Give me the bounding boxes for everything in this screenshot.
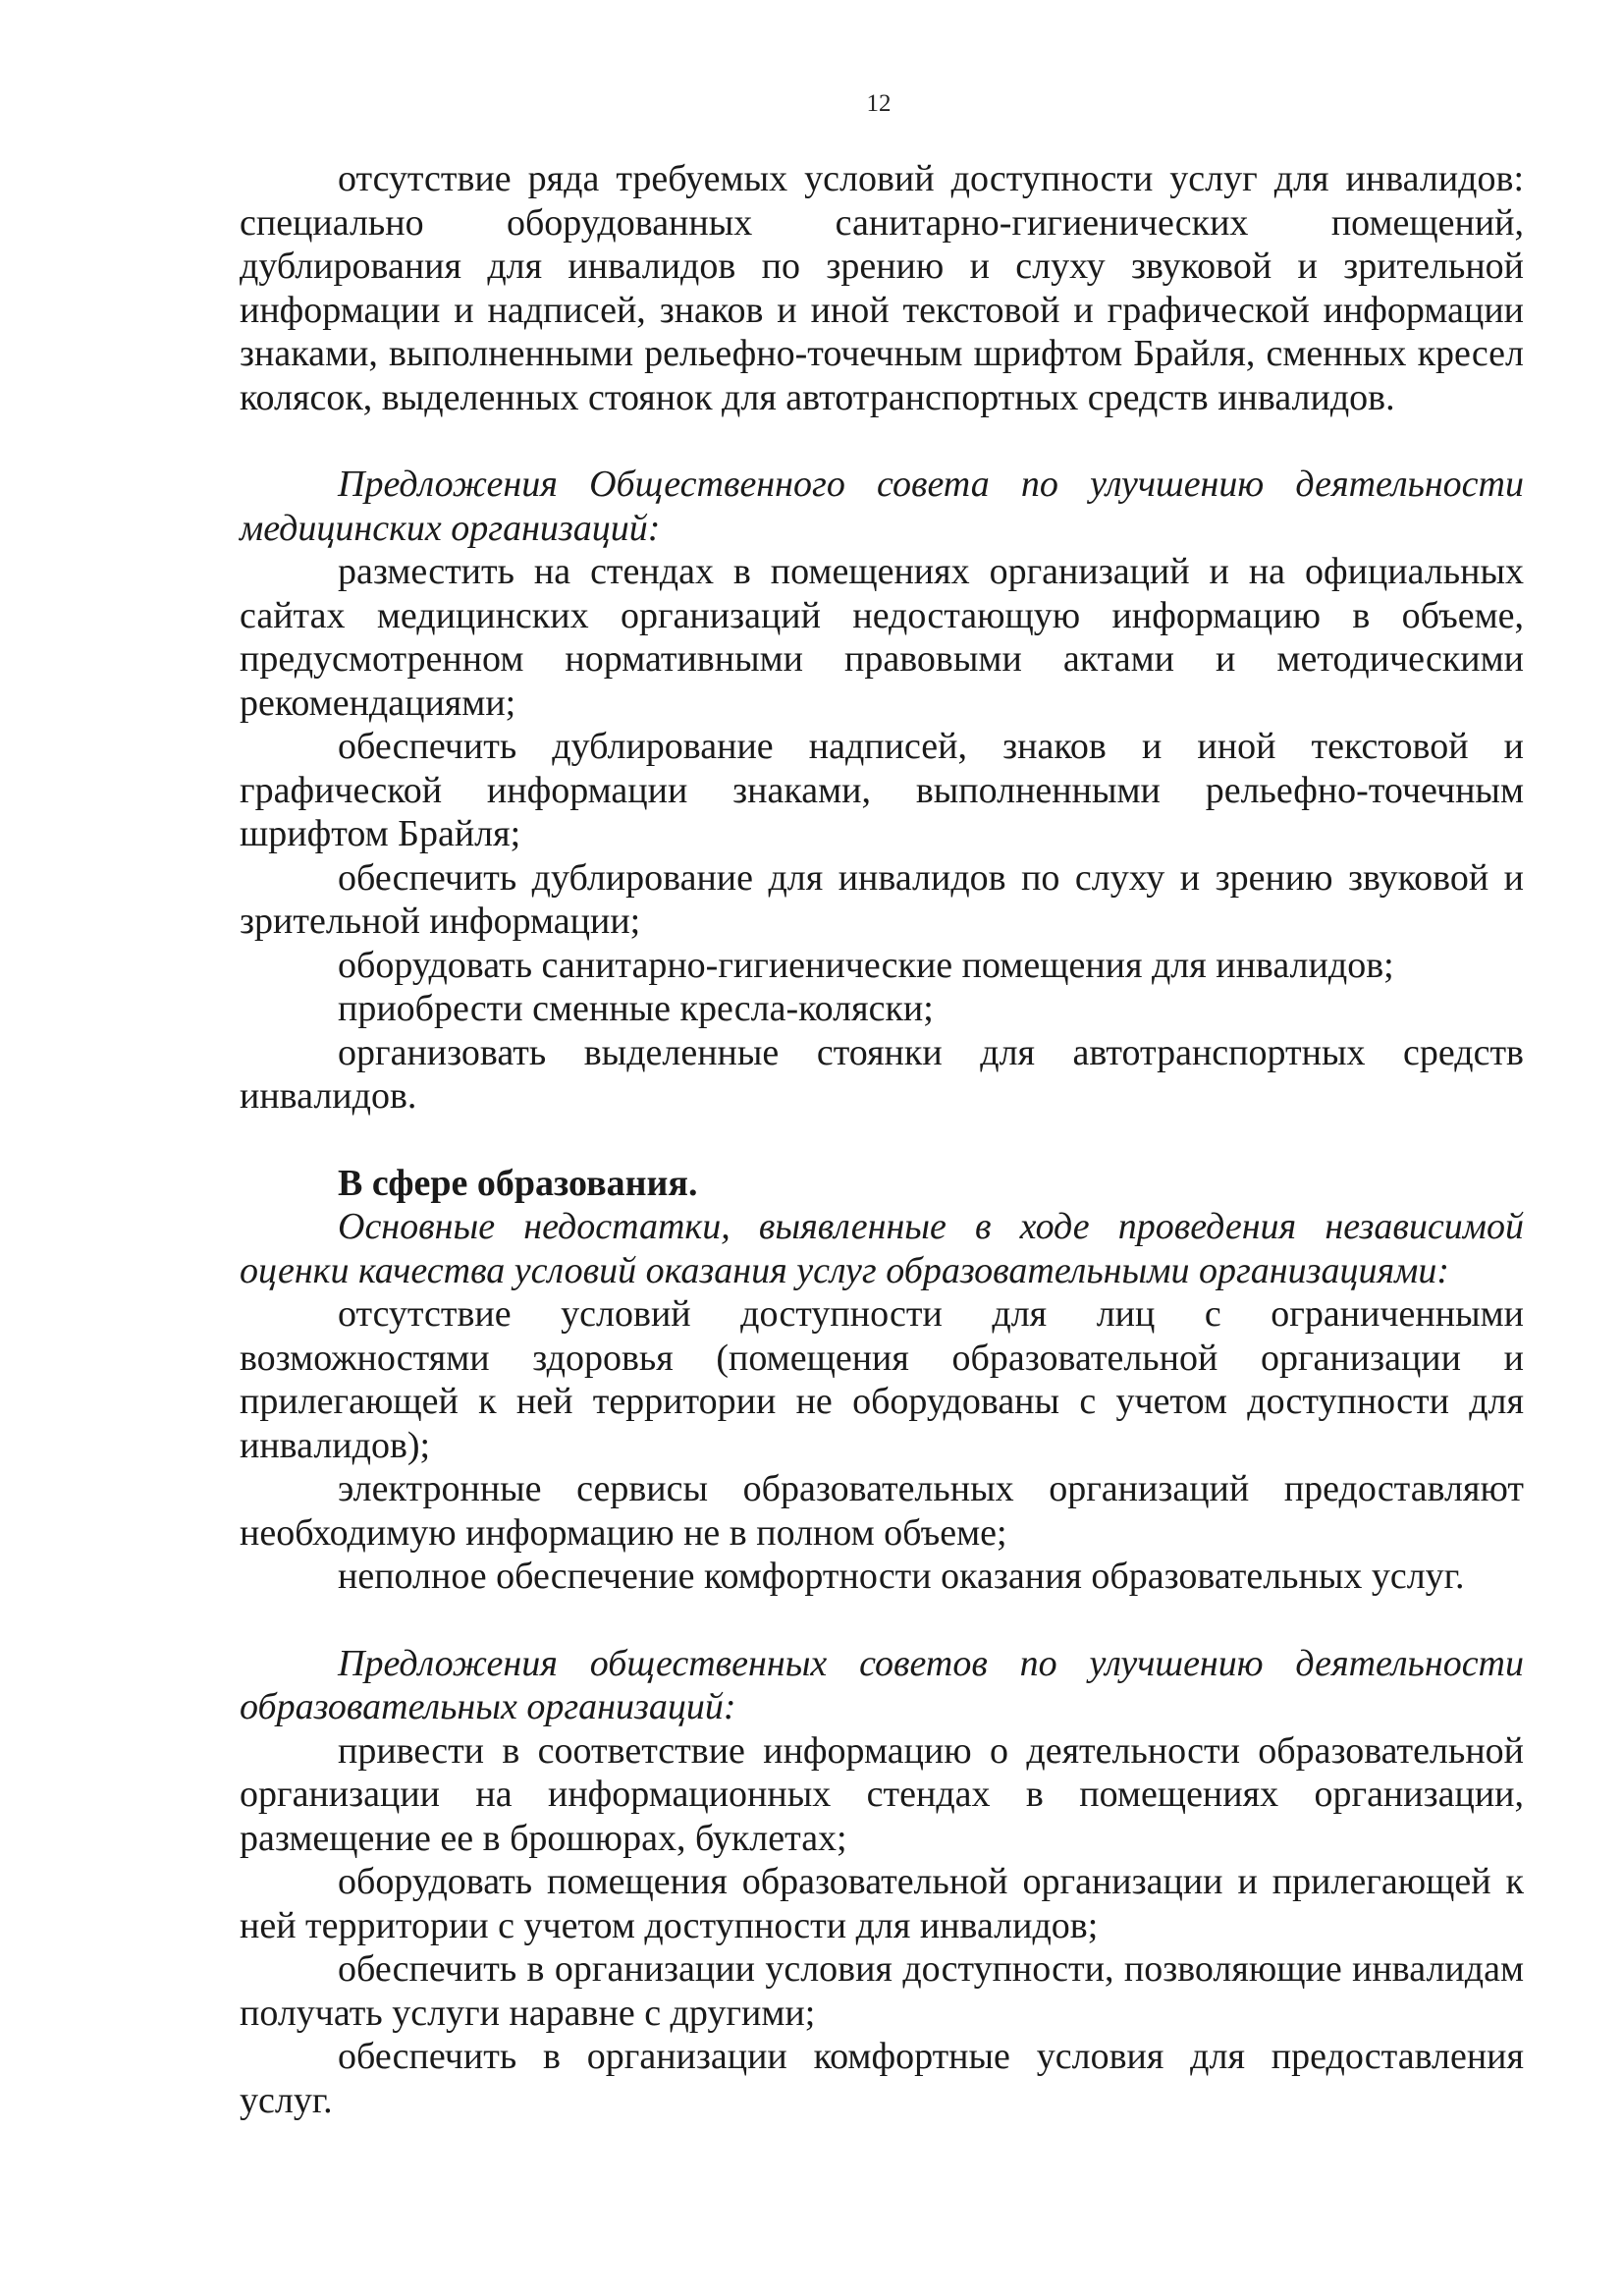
education-proposal-item: обеспечить в организации условия доступности, позволяющие инвалидам получать услуги наравне с другими; bbox=[240, 1948, 1524, 2034]
spacer bbox=[240, 1599, 1524, 1642]
spacer bbox=[240, 1119, 1524, 1162]
education-section-title: В сфере образования. bbox=[338, 1162, 698, 1204]
health-proposal-item: обеспечить дублирование для инвалидов по слуху и зрению звуковой и зрительной информации; bbox=[240, 856, 1524, 942]
education-shortcoming-item: отсутствие условий доступности для лиц с ограниченными возможностями здоровья (помещения образовательной организации и прилегающей к ней территории не оборудованы с учетом доступности для инвалидов); bbox=[240, 1293, 1524, 1466]
paragraph-health-shortcoming: отсутствие ряда требуемых условий доступности услуг для инвалидов: специально оборудованных санитарно-гигиенических помещений, дублирования для инвалидов по зрению и слуху звуковой и зрительной информации и надписей, знаков и иной текстовой и графической информации знаками, выполненными рельефно-точечным шрифтом Брайля, сменных кресел колясок, выделенных стоянок для автотранспортных средств инвалидов. bbox=[240, 158, 1524, 418]
page-content bbox=[240, 157, 1524, 2122]
education-shortcoming-item: электронные сервисы образовательных организаций предоставляют необходимую информацию не в полном объеме; bbox=[240, 1468, 1524, 1554]
education-shortcomings-heading: Основные недостатки, выявленные в ходе проведения независимой оценки качества условий оказания услуг образовательными организациями: bbox=[240, 1206, 1524, 1291]
health-proposal-item: организовать выделенные стоянки для автотранспортных средств инвалидов. bbox=[240, 1031, 1524, 1117]
health-proposal-item: приобрести сменные кресла-коляски; bbox=[338, 988, 934, 1029]
health-proposal-item: обеспечить дублирование надписей, знаков и иной текстовой и графической информации знаками, выполненными рельефно-точечным шрифтом Брайля; bbox=[240, 726, 1524, 854]
education-shortcoming-item: неполное обеспечение комфортности оказания образовательных услуг. bbox=[338, 1556, 1465, 1597]
health-proposal-item: разместить на стендах в помещениях организаций и на официальных сайтах медицинских организаций недостающую информацию в объеме, предусмотренном нормативными правовыми актами и методическими рекомендациями; bbox=[240, 551, 1524, 724]
education-proposals-heading: Предложения общественных советов по улучшению деятельности образовательных организаций: bbox=[240, 1642, 1524, 1727]
health-proposal-item: оборудовать санитарно-гигиенические помещения для инвалидов; bbox=[338, 944, 1394, 986]
education-proposal-item: обеспечить в организации комфортные условия для предоставления услуг. bbox=[240, 2036, 1524, 2121]
education-proposal-item: оборудовать помещения образовательной организации и прилегающей к ней территории с учетом доступности для инвалидов; bbox=[240, 1861, 1524, 1946]
education-proposal-item: привести в соответствие информацию о деятельности образовательной организации на информационных стендах в помещениях организации, размещение ее в брошюрах, буклетах; bbox=[240, 1729, 1524, 1859]
spacer bbox=[240, 419, 1524, 463]
health-proposals-heading: Предложения Общественного совета по улучшению деятельности медицинских организаций: bbox=[240, 464, 1524, 549]
page-number: 12 bbox=[866, 90, 892, 117]
